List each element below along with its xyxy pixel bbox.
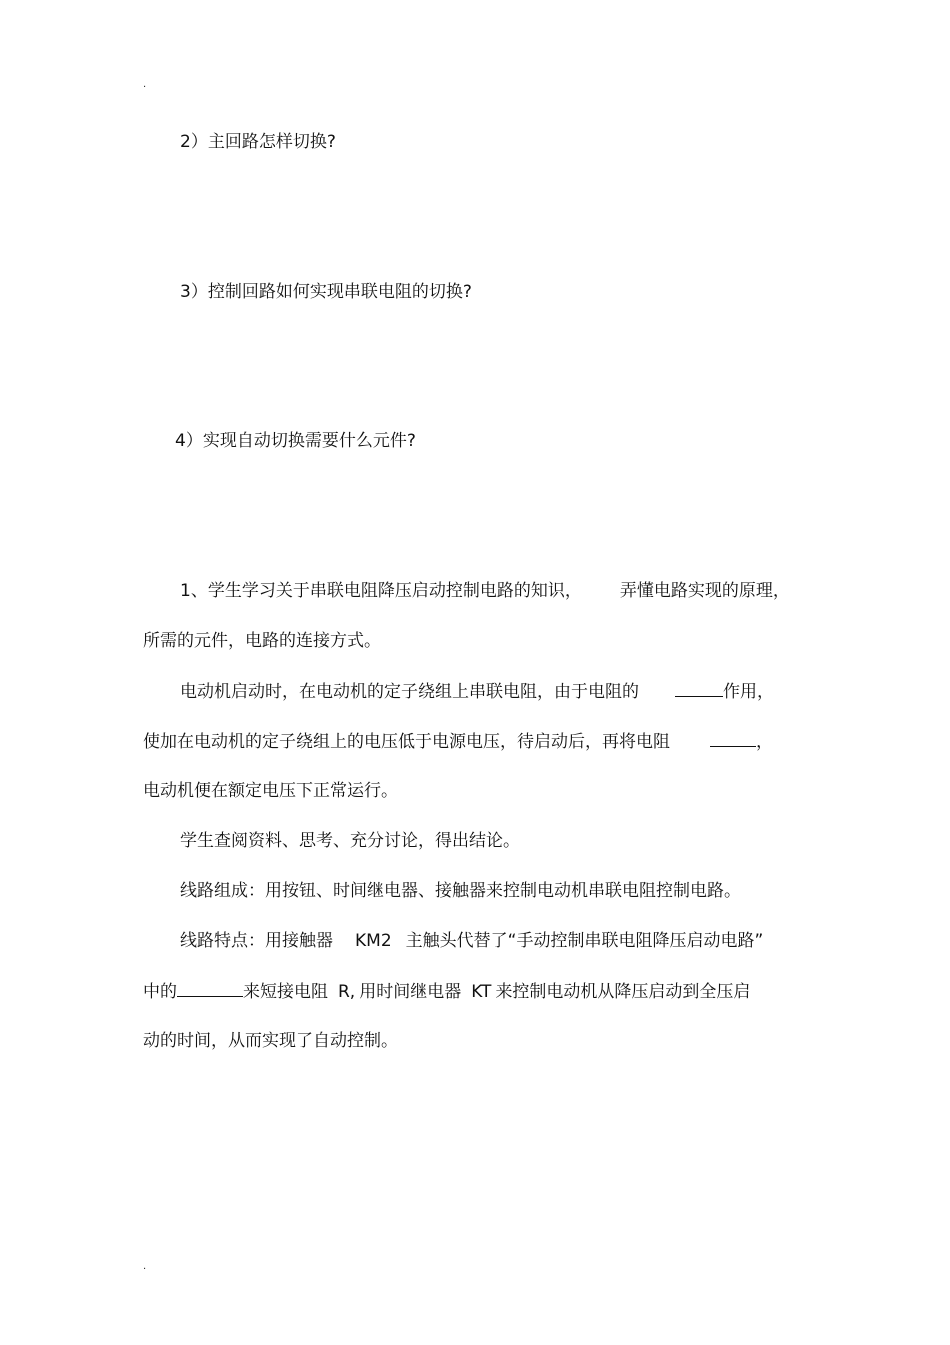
para1-line2: 所需的元件，电路的连接方式。 xyxy=(143,631,381,651)
para5-line1-text-c: 主触头代替了“手动控制串联电阻降压启动电路” xyxy=(405,931,764,951)
para1-line1 xyxy=(180,580,790,602)
para5-line2 xyxy=(143,980,750,1003)
para4: 线路组成：用按钮、时间继电器、接触器来控制电动机串联电阻控制电路。 xyxy=(180,881,741,901)
para2-line1-text-a: 电动机启动时，在电动机的定子绕组上串联电阻，由于电阻的 xyxy=(180,682,639,702)
para2-line1 xyxy=(180,680,774,703)
para5-line2-text-a: 中的 xyxy=(143,982,177,1002)
fill-blank-1[interactable] xyxy=(675,680,723,697)
fill-blank-3[interactable] xyxy=(177,980,243,997)
para1-line1-text-a: 1、学生学习关于串联电阻降压启动控制电路的知识， xyxy=(180,581,582,601)
question-2: 2）主回路怎样切换? xyxy=(180,132,336,152)
para5-line2-text-d: 用时间继电器 xyxy=(359,982,462,1002)
para5-line2-text-b: 来短接电阻 xyxy=(243,982,328,1002)
para2-line1-text-b: 作用， xyxy=(723,682,774,702)
question-4: 4）实现自动切换需要什么元件? xyxy=(175,431,416,451)
para5-line3: 动的时间，从而实现了自动控制。 xyxy=(143,1031,398,1051)
footer-dot: . xyxy=(143,1261,147,1272)
fill-blank-2[interactable] xyxy=(710,730,756,747)
para2-line3: 电动机便在额定电压下正常运行。 xyxy=(143,781,398,801)
para5-line2-text-f: 来控制电动机从降压启动到全压启 xyxy=(495,982,751,1002)
para1-line1-text-b: 弄懂电路实现的原理， xyxy=(619,581,790,601)
para5-line1-text-a: 线路特点：用接触器 xyxy=(180,931,333,951)
para2-line2-text-b: ， xyxy=(756,732,773,752)
para5-line1-km2: KM2 xyxy=(355,931,392,951)
para2-line2-text-a: 使加在电动机的定子绕组上的电压低于电源电压，待启动后，再将电阻 xyxy=(143,732,670,752)
question-3: 3）控制回路如何实现串联电阻的切换? xyxy=(180,282,472,302)
para2-line2 xyxy=(143,730,773,753)
para5-line1 xyxy=(180,930,763,952)
header-dot: . xyxy=(143,79,147,90)
para5-line2-r: R, xyxy=(338,982,356,1002)
para5-line2-kt: KT xyxy=(471,982,492,1002)
para3: 学生查阅资料、思考、充分讨论，得出结论。 xyxy=(180,831,520,851)
